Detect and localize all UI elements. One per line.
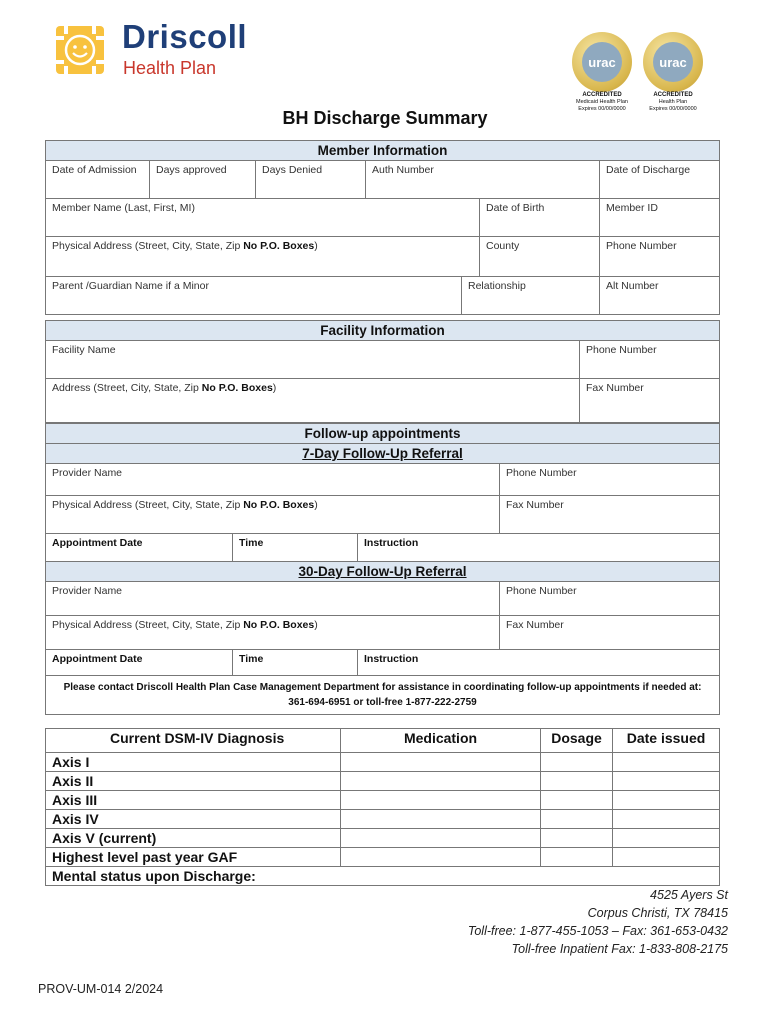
axis-4-field[interactable]: Axis IV — [46, 810, 341, 829]
auth-number-field[interactable]: Auth Number — [366, 161, 600, 199]
dosage-cell[interactable] — [541, 810, 613, 829]
medication-column-header: Medication — [341, 729, 541, 753]
close-paren: ) — [314, 499, 318, 511]
member-name-field[interactable]: Member Name (Last, First, MI) — [46, 199, 480, 237]
thirty-day-phone-field[interactable]: Phone Number — [500, 582, 720, 616]
date-of-birth-field[interactable]: Date of Birth — [480, 199, 600, 237]
date-issued-cell[interactable] — [613, 810, 720, 829]
diagnosis-medication-table — [45, 728, 720, 886]
badge-line1: Health Plan — [658, 99, 688, 105]
close-paren: ) — [272, 382, 277, 394]
dosage-cell[interactable] — [541, 829, 613, 848]
axis-2-field[interactable]: Axis II — [46, 772, 341, 791]
contact-notice — [46, 676, 720, 715]
sun-logo-icon — [52, 22, 108, 78]
alt-number-field[interactable]: Alt Number — [600, 277, 720, 315]
address-label: Physical Address (Street, City, State, Zip — [52, 499, 244, 511]
seven-day-phone-field[interactable]: Phone Number — [500, 464, 720, 496]
urac-badge-2 — [643, 32, 703, 92]
address-city: Corpus Christi, TX 78415 — [587, 906, 728, 920]
facility-information-table — [45, 320, 720, 423]
urac-badge-1 — [572, 32, 632, 92]
contact-line1: Please contact Driscoll Health Plan Case Management Department for assistance in coordinating follow-up appointments if needed at: — [63, 682, 702, 693]
facility-information-header: Facility Information — [46, 321, 720, 341]
thirty-day-address-field[interactable] — [46, 616, 500, 650]
brand-subtitle: Health Plan — [123, 58, 217, 78]
thirty-day-referral-header: 30-Day Follow-Up Referral — [46, 562, 720, 582]
close-paren: ) — [314, 240, 318, 252]
facility-phone-field[interactable]: Phone Number — [580, 341, 720, 379]
date-issued-cell[interactable] — [613, 829, 720, 848]
facility-name-field[interactable]: Facility Name — [46, 341, 580, 379]
brand-name: Driscoll — [122, 18, 248, 55]
followup-header: Follow-up appointments — [46, 424, 720, 444]
days-approved-field[interactable]: Days approved — [150, 161, 256, 199]
seven-day-fax-field[interactable]: Fax Number — [500, 496, 720, 534]
dosage-column-header: Dosage — [541, 729, 613, 753]
medication-cell[interactable] — [341, 848, 541, 867]
dosage-cell[interactable] — [541, 848, 613, 867]
seven-day-appointment-date-field[interactable]: Appointment Date — [46, 534, 233, 562]
member-information-header: Member Information — [46, 141, 720, 161]
seven-day-address-field[interactable] — [46, 496, 500, 534]
facility-fax-field[interactable]: Fax Number — [580, 379, 720, 423]
badge-accredited: ACCREDITED — [582, 92, 622, 98]
mental-status-field[interactable]: Mental status upon Discharge: — [46, 867, 720, 886]
axis-1-field[interactable]: Axis I — [46, 753, 341, 772]
form-footer-code: PROV-UM-014 2/2024 — [38, 982, 164, 996]
guardian-name-field[interactable]: Parent /Guardian Name if a Minor — [46, 277, 462, 315]
badge-accredited: ACCREDITED — [653, 92, 693, 98]
days-denied-field[interactable]: Days Denied — [256, 161, 366, 199]
date-of-admission-field[interactable]: Date of Admission — [46, 161, 150, 199]
urac-logo: urac — [653, 42, 693, 82]
no-po-boxes: No P.O. Boxes — [243, 499, 315, 511]
contact-phone: 361-694-6951 or toll-free 1-877-222-2759 — [288, 697, 477, 708]
dosage-cell[interactable] — [541, 753, 613, 772]
address-label: Physical Address (Street, City, State, Zip — [52, 240, 244, 252]
date-issued-cell[interactable] — [613, 848, 720, 867]
facility-address-field[interactable] — [46, 379, 580, 423]
medication-cell[interactable] — [341, 791, 541, 810]
date-issued-cell[interactable] — [613, 791, 720, 810]
thirty-day-fax-field[interactable]: Fax Number — [500, 616, 720, 650]
urac-logo: urac — [582, 42, 622, 82]
medication-cell[interactable] — [341, 829, 541, 848]
date-of-discharge-field[interactable]: Date of Discharge — [600, 161, 720, 199]
close-paren: ) — [314, 619, 318, 631]
seven-day-instruction-field[interactable]: Instruction — [358, 534, 720, 562]
address-label: Address (Street, City, State, Zip — [52, 382, 202, 394]
dosage-cell[interactable] — [541, 791, 613, 810]
badge-line2: Expires 00/00/0000 — [578, 106, 626, 112]
member-id-field[interactable]: Member ID — [600, 199, 720, 237]
diagnosis-column-header: Current DSM-IV Diagnosis — [46, 729, 341, 753]
address-label: Physical Address (Street, City, State, Zip — [52, 619, 244, 631]
thirty-day-appointment-date-field[interactable]: Appointment Date — [46, 650, 233, 676]
member-information-table — [45, 140, 720, 315]
badge-line1: Medicaid Health Plan — [576, 99, 628, 105]
member-address-field[interactable] — [46, 237, 480, 277]
relationship-field[interactable]: Relationship — [462, 277, 600, 315]
address-block — [468, 886, 728, 958]
dosage-cell[interactable] — [541, 772, 613, 791]
document-title: BH Discharge Summary — [282, 108, 488, 128]
thirty-day-time-field[interactable]: Time — [233, 650, 358, 676]
axis-5-field[interactable]: Axis V (current) — [46, 829, 341, 848]
address-tollfree: Toll-free: 1-877-455-1053 – Fax: 361-653-0432 — [467, 924, 728, 938]
medication-cell[interactable] — [341, 753, 541, 772]
member-phone-field[interactable]: Phone Number — [600, 237, 720, 277]
date-issued-cell[interactable] — [613, 772, 720, 791]
seven-day-referral-header: 7-Day Follow-Up Referral — [46, 444, 720, 464]
medication-cell[interactable] — [341, 810, 541, 829]
axis-3-field[interactable]: Axis III — [46, 791, 341, 810]
address-street: 4525 Ayers St — [650, 888, 728, 902]
badge-line2: Expires 00/00/0000 — [649, 106, 697, 112]
county-field[interactable]: County — [480, 237, 600, 277]
date-issued-column-header: Date issued — [613, 729, 720, 753]
date-issued-cell[interactable] — [613, 753, 720, 772]
no-po-boxes: No P.O. Boxes — [243, 240, 315, 252]
medication-cell[interactable] — [341, 772, 541, 791]
gaf-field[interactable]: Highest level past year GAF — [46, 848, 341, 867]
address-inpatient-fax: Toll-free Inpatient Fax: 1-833-808-2175 — [511, 942, 728, 956]
thirty-day-provider-field[interactable]: Provider Name — [46, 582, 500, 616]
no-po-boxes: No P.O. Boxes — [201, 382, 273, 394]
thirty-day-instruction-field[interactable]: Instruction — [358, 650, 720, 676]
no-po-boxes: No P.O. Boxes — [243, 619, 315, 631]
seven-day-time-field[interactable]: Time — [233, 534, 358, 562]
seven-day-provider-field[interactable]: Provider Name — [46, 464, 500, 496]
followup-table — [45, 423, 720, 715]
